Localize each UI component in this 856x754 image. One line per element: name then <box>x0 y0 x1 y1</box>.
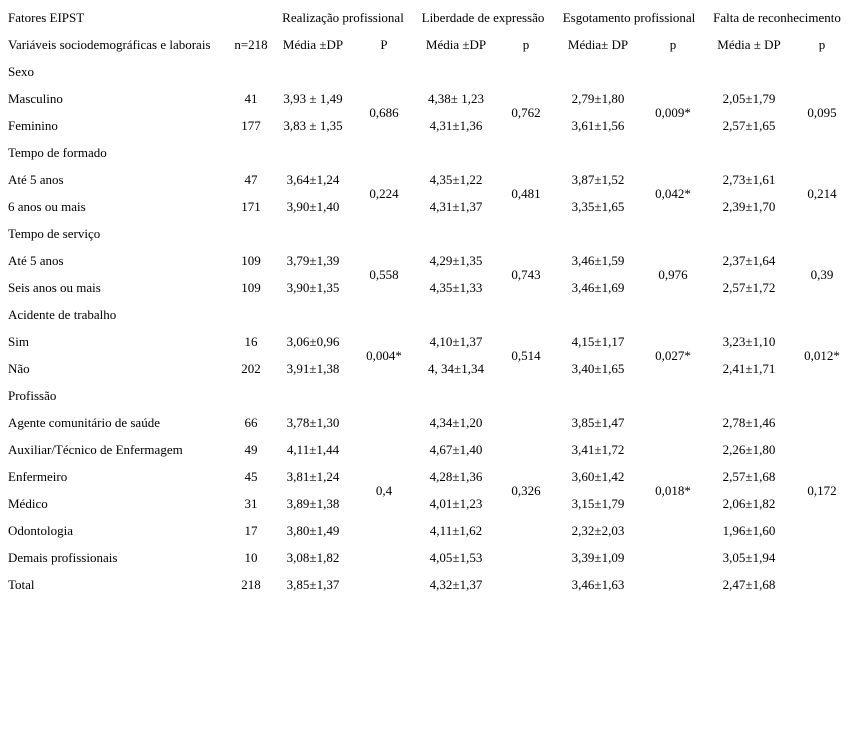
mean-sd-value: 3,39±1,09 <box>571 550 625 565</box>
row-label: Auxiliar/Técnico de Enfermagem <box>8 442 183 457</box>
section-title: Tempo de formado <box>8 145 107 160</box>
p-value: 0,4 <box>375 482 393 498</box>
p-value: 0,214 <box>807 185 837 201</box>
mean-sd-value: 3,79±1,39 <box>286 253 340 268</box>
p-value: 0,018* <box>655 482 691 498</box>
variables-header: Variáveis sociodemográficas e laborais <box>8 37 211 52</box>
mean-sd-value: 4,35±1,22 <box>429 172 483 187</box>
row-n: 49 <box>244 442 258 457</box>
mean-sd-value: 4,67±1,40 <box>429 442 483 457</box>
mean-sd-value: 2,79±1,80 <box>571 91 625 106</box>
mean-sd-value: 4,15±1,17 <box>571 334 625 349</box>
factors-header: Fatores EIPST <box>8 10 85 25</box>
mean-sd-value: 3,41±1,72 <box>571 442 625 457</box>
total-mean-sd: 3,46±1,63 <box>571 577 625 592</box>
row-n: 41 <box>244 91 258 106</box>
mean-sd-value: 2,57±1,65 <box>722 118 776 133</box>
mean-sd-value: 4,05±1,53 <box>429 550 483 565</box>
section-title: Sexo <box>8 64 34 79</box>
row-label: Sim <box>8 334 29 349</box>
p-value: 0,326 <box>511 482 541 498</box>
mean-sd-value: 3,15±1,79 <box>571 496 625 511</box>
mean-sd-value: 2,32±2,03 <box>571 523 625 538</box>
mean-sd-header: Média ±DP <box>425 37 487 52</box>
p-value: 0,224 <box>369 185 399 201</box>
row-label: 6 anos ou mais <box>8 199 86 214</box>
n-header: n=218 <box>234 37 268 52</box>
mean-sd-value: 4,31±1,37 <box>429 199 483 214</box>
p-value: 0,027* <box>655 347 691 363</box>
mean-sd-value: 3,81±1,24 <box>286 469 340 484</box>
mean-sd-value: 4,01±1,23 <box>429 496 483 511</box>
mean-sd-value: 3,83 ± 1,35 <box>283 118 343 133</box>
mean-sd-value: 2,39±1,70 <box>722 199 776 214</box>
row-n: 171 <box>241 199 261 214</box>
p-value: 0,514 <box>511 347 541 363</box>
mean-sd-value: 3,05±1,94 <box>722 550 776 565</box>
p-header: p <box>669 37 677 52</box>
p-header: p <box>818 37 826 52</box>
section-title: Profissão <box>8 388 57 403</box>
row-label: Médico <box>8 496 48 511</box>
row-label: Enfermeiro <box>8 469 68 484</box>
mean-sd-value: 3,91±1,38 <box>286 361 340 376</box>
mean-sd-value: 3,23±1,10 <box>722 334 776 349</box>
p-value: 0,004* <box>366 347 402 363</box>
row-label: Não <box>8 361 30 376</box>
p-value: 0,39 <box>810 266 834 282</box>
row-label: Odontologia <box>8 523 73 538</box>
row-n: 31 <box>244 496 258 511</box>
mean-sd-value: 4,31±1,36 <box>429 118 483 133</box>
mean-sd-value: 2,41±1,71 <box>722 361 776 376</box>
mean-sd-value: 4,34±1,20 <box>429 415 483 430</box>
total-mean-sd: 3,85±1,37 <box>286 577 340 592</box>
mean-sd-value: 3,40±1,65 <box>571 361 625 376</box>
row-n: 177 <box>241 118 261 133</box>
mean-sd-value: 2,78±1,46 <box>722 415 776 430</box>
mean-sd-value: 4, 34±1,34 <box>428 361 484 376</box>
mean-sd-value: 3,46±1,59 <box>571 253 625 268</box>
mean-sd-value: 2,57±1,68 <box>722 469 776 484</box>
row-label: Até 5 anos <box>8 253 64 268</box>
row-label: Demais profissionais <box>8 550 118 565</box>
row-n: 10 <box>244 550 258 565</box>
section-title: Acidente de trabalho <box>8 307 117 322</box>
mean-sd-value: 3,08±1,82 <box>286 550 340 565</box>
row-n: 109 <box>241 253 261 268</box>
mean-sd-value: 3,64±1,24 <box>286 172 340 187</box>
factor-group-title: Falta de reconhecimento <box>713 10 841 25</box>
mean-sd-value: 4,28±1,36 <box>429 469 483 484</box>
p-value: 0,009* <box>655 104 691 120</box>
row-n: 66 <box>244 415 258 430</box>
row-n: 47 <box>244 172 258 187</box>
p-value: 0,481 <box>511 185 541 201</box>
mean-sd-value: 1,96±1,60 <box>722 523 776 538</box>
factor-group-title: Realização profissional <box>282 10 404 25</box>
total-mean-sd: 2,47±1,68 <box>722 577 776 592</box>
mean-sd-value: 3,93 ± 1,49 <box>283 91 343 106</box>
row-n: 17 <box>244 523 258 538</box>
p-value: 0,976 <box>658 266 688 282</box>
row-label: Até 5 anos <box>8 172 64 187</box>
mean-sd-value: 4,11±1,44 <box>286 442 340 457</box>
row-n: 16 <box>244 334 258 349</box>
p-value: 0,095 <box>807 104 837 120</box>
mean-sd-value: 2,37±1,64 <box>722 253 776 268</box>
mean-sd-value: 3,78±1,30 <box>286 415 340 430</box>
p-value: 0,012* <box>804 347 840 363</box>
mean-sd-value: 3,61±1,56 <box>571 118 625 133</box>
p-value: 0,762 <box>511 104 541 120</box>
mean-sd-value: 3,90±1,40 <box>286 199 340 214</box>
p-header: P <box>380 37 388 52</box>
mean-sd-value: 2,73±1,61 <box>722 172 776 187</box>
mean-sd-value: 4,38± 1,23 <box>428 91 484 106</box>
total-mean-sd: 4,32±1,37 <box>429 577 483 592</box>
mean-sd-value: 4,35±1,33 <box>429 280 483 295</box>
mean-sd-value: 3,06±0,96 <box>286 334 340 349</box>
p-value: 0,042* <box>655 185 691 201</box>
row-label: Seis anos ou mais <box>8 280 101 295</box>
total-label: Total <box>8 577 35 592</box>
section-title: Tempo de serviço <box>8 226 101 241</box>
mean-sd-value: 2,26±1,80 <box>722 442 776 457</box>
mean-sd-header: Média± DP <box>567 37 629 52</box>
mean-sd-value: 4,10±1,37 <box>429 334 483 349</box>
p-value: 0,743 <box>511 266 541 282</box>
factor-group-title: Liberdade de expressão <box>421 10 545 25</box>
row-label: Feminino <box>8 118 58 133</box>
p-value: 0,686 <box>369 104 399 120</box>
mean-sd-value: 3,89±1,38 <box>286 496 340 511</box>
mean-sd-value: 3,60±1,42 <box>571 469 625 484</box>
mean-sd-value: 4,29±1,35 <box>429 253 483 268</box>
mean-sd-header: Média ± DP <box>717 37 781 52</box>
mean-sd-value: 3,87±1,52 <box>571 172 625 187</box>
p-value: 0,172 <box>807 482 837 498</box>
p-value: 0,558 <box>369 266 399 282</box>
mean-sd-value: 4,11±1,62 <box>429 523 483 538</box>
row-label: Agente comunitário de saúde <box>8 415 160 430</box>
row-n: 45 <box>244 469 258 484</box>
mean-sd-value: 3,80±1,49 <box>286 523 340 538</box>
row-n: 202 <box>241 361 261 376</box>
mean-sd-value: 2,06±1,82 <box>722 496 776 511</box>
row-n: 109 <box>241 280 261 295</box>
p-header: p <box>522 37 530 52</box>
mean-sd-value: 3,35±1,65 <box>571 199 625 214</box>
mean-sd-value: 2,57±1,72 <box>722 280 776 295</box>
row-label: Masculino <box>8 91 63 106</box>
mean-sd-header: Média ±DP <box>282 37 344 52</box>
mean-sd-value: 3,85±1,47 <box>571 415 625 430</box>
total-n: 218 <box>241 577 261 592</box>
factor-group-title: Esgotamento profissional <box>562 10 696 25</box>
mean-sd-value: 2,05±1,79 <box>722 91 776 106</box>
mean-sd-value: 3,46±1,69 <box>571 280 625 295</box>
mean-sd-value: 3,90±1,35 <box>286 280 340 295</box>
